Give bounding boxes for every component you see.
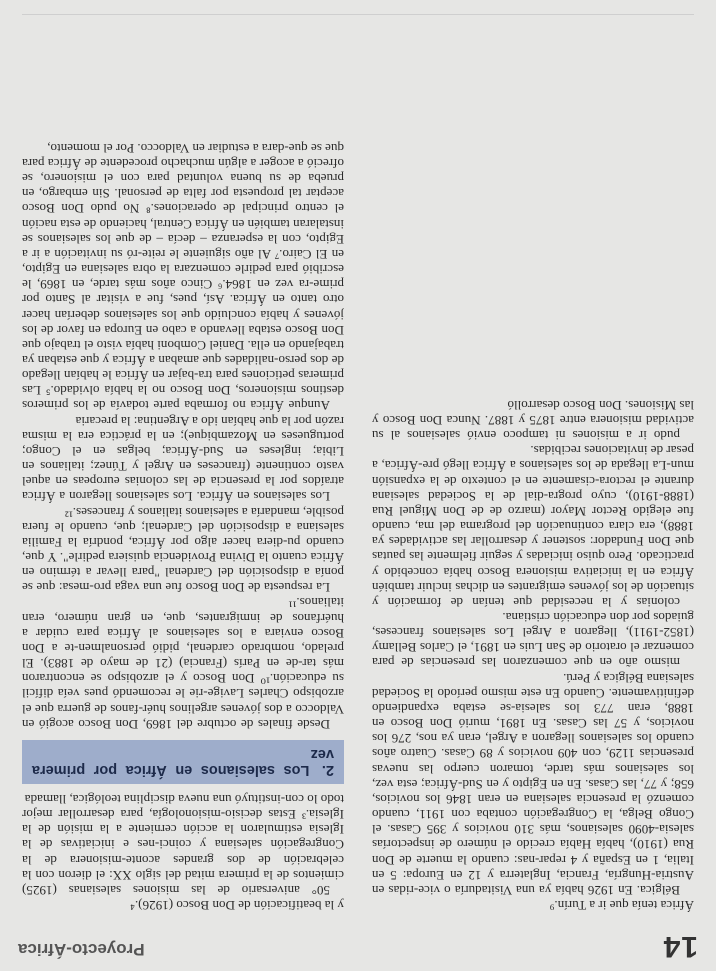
paragraph: Aunque África no formaba parte todavía de los primeros destinos misioneros, Don Bosco no la había olvidado.⁵ Las primeras peticiones para tra-bajar en África le habían llegado de dos perso-nalidades que amaban a África y que estaban ya trabajando en ella. Daniel Comboni había visto el trabajo que Don Bosco estaba llevando a cabo en Europa en favor de los jóvenes y había concluido que los salesianos deberían hacer otro tanto en África. Así, pues, fue a visitar al Santo por prime-ra vez en 1864.⁶ Cinco años más tarde, en 1869, le escribió para pedirle comenzara la obra salesiana en Egipto, en El Cairo.⁷ Al año siguiente le reite-ró su invitación a ir a Egipto, con la esperanza – decía – de que los salesianos se instalaran también en África Central, haciendo de esta nación el centro principal de operaciones.⁸ No pudo Don Bosco aceptar tal propuesta por falta de personal. Sin embargo, en prueba de su buena voluntad para con el misionero, se ofreció a acoger a algún muchacho procedente de África para que se que-dara a estudiar en Valdocco. Por el momento, — [22, 140, 344, 414]
running-title: Proyecto-África — [18, 940, 145, 959]
paragraph: Los salesianos en África. Los salesianos llegaron a África atraídos por la presencia de las colonias europeas en aquel vasto continente (franceses en Argel y Túnez; italianos en Libia; ingleses en Sud-África; belgas en el Congo; portugueses en Mozambique); en la práctica era la misma razón por la que habían ido a Argentina: la precaria — [22, 413, 344, 505]
left-column — [372, 23, 694, 913]
paragraph: colonias y la necesidad que tenían de formación y situación de los jóvenes emigrantes en dichas incluir también África en la iniciativa misionera Bosco había concebido y practicado. Pero quiso iniciadas y seguir fielmente las pautas que Don Fundador: sostener y desarrollar las actividades ya 1888), era clara continuación del programa del ma, cuando fue elegido Rector Mayor (marzo de de Don Miguel Rua (1888-1910), cuyo progra-dial de la Sociedad salesiana durante el rectora-cisamente en el contexto de la expansión mun-La llegada de los salesianos a África llegó pre-África, a pesar de invitaciones recibidas. — [372, 443, 694, 610]
page-number: 14 — [662, 930, 698, 963]
paragraph: Desde finales de octubre del 1869, Don Bosco acogió en Valdocco a dos jóvenes argelinos huér-fanos de guerra que el arzobispo Charles Lavige-rie le recomendó pues veía difícil su educación.¹⁰ Don Bosco y el arzobispo se encontraron más tar-de en París (Francia) (21 de mayo de 1883). El prelado, nombrado cardenal, pidió personalmen-te a Don Bosco enviara a los salesianos al África para cuidar a huérfanos de inmigrantes, que, en gran número, eran italianos.¹¹ — [22, 595, 344, 732]
paragraph: África tenía que ir a Turín.⁹ — [549, 898, 694, 913]
paragraph: La respuesta de Don Bosco fue una vaga pro-mesa: que se ponía a disposición del Cardenal "para llevar a término en África cuanto la Divina Providencia quisiera pedirle". Y que, cuando pu-diera hacer algo por África, pondría la Familia salesiana a disposición del Cardenal; que, cuando le fuera posible, mandaría a salesianos italianos y franceses.¹² — [22, 504, 344, 596]
section-number: 2. — [321, 761, 334, 778]
text-columns — [22, 23, 694, 913]
footer-rule — [22, 14, 694, 15]
paragraph: 50° aniversario de las misiones salesianas (1925) cimientos de la primera mitad del siglo XX: el dieron con la celebración de dos grandes aconte-misionera de la Congregación salesiana y coinci-nes e iniciativas de la Iglesia estimularon la acción cerniente a la misión de la Iglesia.³ Estas decisio-misionología, para desarrollar mejor todo lo con-instituyó una nueva disciplina teológica, llamada — [22, 791, 344, 898]
paragraph: mismo año en que comenzaron las presencias de para comenzar el oratorio de San Luis en 1891, el Carlos Bellamy (1852-1911), llegaron a Argel Los salesianos franceses, guiados por don educación cristiana. — [372, 610, 694, 671]
paragraph: pudo ir a misiones ni tampoco envió salesianos al su actividad misionera entre 1875 y 1887. Nunca Don Bosco y las Misiones. Don Bosco desarrolló — [372, 397, 694, 444]
paragraph: Bélgica. En 1926 había ya una Visitaduría o vice-ridas en Austria-Hungría, Francia, Inglaterra y 12 en Europa: 5 en Italia, 1 en España y 4 repar-nas: cuando la muerte de Don Rua (1910), había Había crecido el número de inspectorías salesia-4090 salesianos, más 310 novicios y 395 Casas. el Congo Belga, la Congregación contaba con 1911, cuando comenzó la presencia salesiana en eran 1846 los novicios, 658; y 77, las Casas. En en Egipto y en Sud-África; esta vez, los salesianos más tarde, tomaron cuerpo las nuevas presencias 1129, con 409 novicios y 89 Casas. Cuatro años cuando los salesianos llegaron a Argel, eran ya nos, 276 los novicios, y 57 las Casas. En 1891, murió Don Bosco en 1888, eran 773 los salesia-se estaba expandiendo definitivamente. Cuando En este mismo período la Sociedad salesiana Bélgica y Perú. — [372, 670, 694, 898]
paragraph: y la beatificación de Don Bosco (1926).⁴ — [130, 898, 344, 913]
right-column — [22, 23, 344, 913]
section-heading — [22, 740, 344, 784]
section-title: Los salesianos en África por primera vez — [31, 745, 334, 778]
